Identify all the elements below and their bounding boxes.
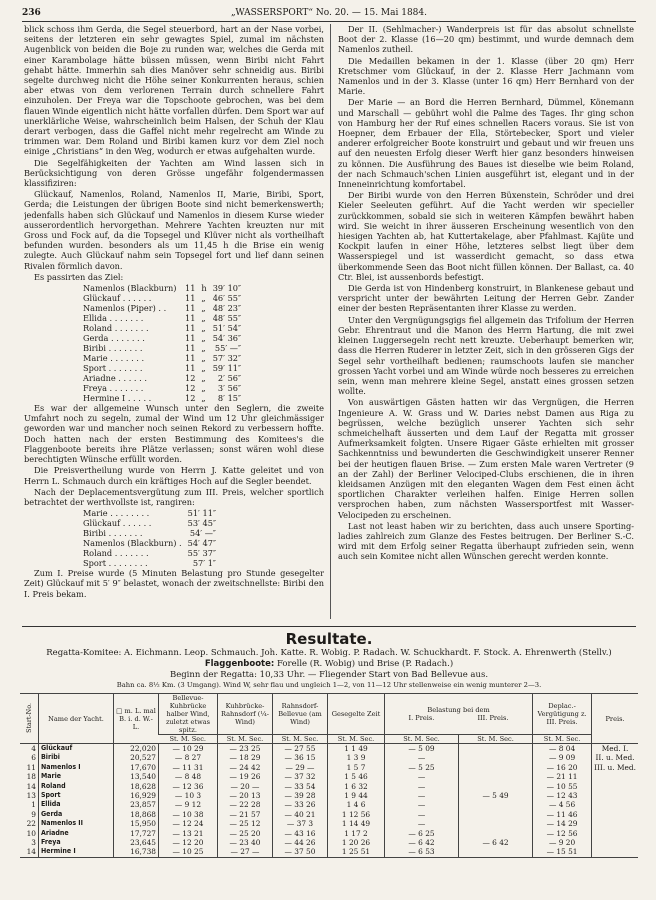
- leg3-time: — 43 16: [273, 829, 328, 838]
- leg1-time: — 11 31: [159, 763, 218, 772]
- leg2-time: — 25 12: [218, 819, 273, 828]
- finish-hour: 12: [185, 373, 196, 384]
- displacement-allowance: — 8 04: [533, 744, 592, 754]
- col-kuhbruecke: Kuhbrücke-Rahnsdorf (¼-Wind): [218, 694, 273, 735]
- yacht-name: Namenlos I: [39, 763, 114, 772]
- finish-hour: 11: [185, 283, 196, 294]
- finish-times-table: [80, 283, 244, 403]
- leg3-time: — 40 21: [273, 810, 328, 819]
- sub-header: St. M. Sec.: [533, 735, 592, 744]
- finish-hour: 11: [185, 323, 196, 334]
- penalty-prize1: — 6 53: [385, 847, 459, 857]
- prize: [592, 810, 638, 819]
- finish-hour: 11: [185, 313, 196, 324]
- start-number: 4: [31, 744, 36, 753]
- sub-header: St. M. Sec.: [385, 735, 459, 744]
- leg3-time: — 37 3: [273, 819, 328, 828]
- ranking-row: [80, 518, 219, 528]
- section-rule: [22, 626, 636, 627]
- penalty-prize3: [459, 829, 533, 838]
- sailed-time: 1 5 46: [328, 772, 385, 781]
- yacht-name: Sport: [39, 791, 114, 800]
- col-gesegelte: Gesegelte Zeit: [328, 694, 385, 735]
- area-qm: 20,527: [114, 753, 159, 762]
- paragraph: Die Gerda ist von Hindenberg konstruirt, in Blankenese gebaut und verspricht unter der bewährten Leitung der Herren Gebr. Zander einer der besten Repräsentanten ihrer Klasse zu werden.: [338, 283, 634, 314]
- displacement-allowance: — 12 56: [533, 829, 592, 838]
- leg1-time: — 10 3: [159, 791, 218, 800]
- paragraph: Glückauf, Namenlos, Roland, Namenlos II, Marie, Biribi, Sport, Gerda; die Leistungen der übrigen Boote sind nicht bemerkenswerth; jedenfalls haben sich Glückauf und Namenlos in diesem Kurse wieder ausserordentlich hervorgethan. Mehrere Yachten kreuzten nur mit Gross und Fock auf, da die Topsegel und Klüver nicht als vortheilhaft befunden wurden. besonders als um 11,45 h die Brise ein wenig zulegte. Auch Glückauf nahm sein Topsegel fort und lief dann seinen Rivalen förmlich davon.: [24, 189, 324, 271]
- table-row: [20, 838, 638, 847]
- flag-value: Forelle (R. Wobig) und Brise (P. Radach.): [276, 659, 454, 669]
- finish-row: [80, 373, 244, 383]
- penalty-prize1: —: [385, 819, 459, 828]
- ranking-table: [80, 508, 219, 568]
- yacht-name: Sport . . . . . . . .: [83, 558, 148, 569]
- sailed-time: 1 17 2: [328, 829, 385, 838]
- finish-hour: 11: [185, 333, 196, 344]
- paragraph: Von auswärtigen Gästen hatten wir das Vergnügen, die Herren Ingenieure A. W. Grass und W. Daries nebst Damen aus Riga zu begrüssen, welche bezüglich unserer Yachten sich sehr schmeichelhaft äusserten und dem Lauf der Regatta mit grosser Aufmerksamkeit folgten. Unsere Rigaer Gäste erhielten mit grosser Sachkenntniss und bewunderten die Geschwindigkeit unserer Renner bei der heutigen flauen Brise. — Zum ersten Male waren Vertreter (9 an der Zahl) der Berliner Velociped-Clubs erschienen, die in ihren kleidsamen Anzügen mit den eleganten Wagen dem Fest einen ächt sportlichen Charakter verleihen halfen. Einige Herren sollen versprochen haben, zum nächsten Wassersportfest mit Wasser-Velocipeden zu erscheinen.: [338, 397, 634, 520]
- start-number: 6: [31, 753, 36, 763]
- table-row: [20, 744, 638, 754]
- displacement-allowance: — 12 43: [533, 791, 592, 800]
- area-qm: 17,727: [114, 829, 159, 838]
- sailed-time: 1 9 44: [328, 791, 385, 800]
- sailed-time: 1 20 26: [328, 838, 385, 847]
- paragraph: Die Medaillen bekamen in der 1. Klasse (über 20 qm) Herr Kretschmer vom Glückauf, in der 2. Klasse Herr Jachmann vom Namenlos und in der 3. Klasse (unter 16 qm) Herr Bernhard von der Marie.: [338, 55, 634, 97]
- start-number: 14: [26, 781, 36, 791]
- sailed-time: 1 6 32: [328, 782, 385, 791]
- corrected-time: 51′ 11″: [187, 508, 216, 519]
- hour-unit: „: [201, 323, 206, 334]
- area-qm: 16,738: [114, 847, 159, 857]
- paragraph: Zum I. Preise wurde (5 Minuten Belastung pro Stunde gesegelter Zeit) Glückauf mit 5′ 9″ belastet, wonach der zweitschnellste: Biribi den I. Preis bekam.: [24, 568, 324, 599]
- ranking-row: [80, 558, 219, 568]
- area-qm: 15,950: [114, 819, 159, 828]
- paragraph: blick schoss ihm Gerda, die Segel steuerbord, hart an der Nase vorbei, seitens der letzteren ein sehr gewagtes Spiel, zumal im nächsten Augenblick von beiden die Boje zu runden war, welches die Gerda mit einer Karambolage hätte büssen müssen, wenn Biribi nicht Fahrt gehabt hätte. Immerhin sah dies Manöver sehr schneidig aus. Biribi segelte durchweg nicht die Höhe seiner Konkurrenten heraus, schien aber etwas von dem verlorenen Terrain durch schnellere Fahrt einzuholen. Der Freya war die Topschoote gebrochen, was bei dem flauen Winde eigentlich nicht hätte vorfallen dürfen. Dem Sport war auf unerklärliche Weise, wahrscheinlich beim Halsen, der Schuh der Klau derart verbogen, dass die Gaffel nicht mehr regelrecht am Winde zu trimmen war. Dem Roland und Biribi kamen kurz vor dem Ziel noch einige „Christians“ in den Weg, wodurch er etwas aufgehalten wurde.: [24, 24, 324, 157]
- penalty-prize1: —: [385, 791, 459, 800]
- yacht-name: Roland: [39, 782, 114, 791]
- area-qm: 13,540: [114, 772, 159, 781]
- yacht-name: Biribi: [39, 753, 114, 762]
- leg3-time: — 37 50: [273, 847, 328, 857]
- prize: Med. I.: [592, 744, 638, 754]
- yacht-name: Hermine I . . . . .: [83, 393, 152, 404]
- finish-min-sec: 55′ —″: [214, 343, 242, 354]
- finish-hour: 12: [185, 383, 196, 394]
- penalty-prize3: [459, 782, 533, 791]
- penalty-prize1: — 6 42: [385, 838, 459, 847]
- penalty-prize3: [459, 763, 533, 772]
- finish-row: [80, 303, 244, 313]
- col-rahnsdorf: Rahnsdorf-Bellevue (am Wind): [273, 694, 328, 735]
- start-number: 1: [31, 800, 36, 810]
- displacement-allowance: — 9 09: [533, 753, 592, 762]
- area-qm: 16,929: [114, 791, 159, 800]
- table-row: [20, 763, 638, 772]
- hour-unit: „: [201, 353, 206, 364]
- start-number: 10: [26, 828, 36, 838]
- penalty-prize3: — 6 42: [459, 838, 533, 847]
- col-preis1: I. Preis.: [408, 714, 435, 722]
- penalty-prize1: —: [385, 810, 459, 819]
- flag-boats-line: [20, 659, 638, 670]
- yacht-name: Ellida . . . . . . .: [83, 313, 144, 324]
- hour-unit: „: [201, 383, 206, 394]
- yacht-name: Namenlos (Blackburn) .: [83, 538, 182, 549]
- start-line: [20, 670, 638, 681]
- table-row: [20, 772, 638, 781]
- col-bellevue: Bellevue-Kuhbrücke halber Wind, zuletzt etwas spitz.: [159, 694, 218, 735]
- area-qm: 23,645: [114, 838, 159, 847]
- leg1-time: — 12 36: [159, 782, 218, 791]
- yacht-name: Marie: [39, 772, 114, 781]
- prize: [592, 772, 638, 781]
- hour-unit: „: [201, 373, 206, 384]
- paragraph: Der Biribi wurde von den Herren Büxenstein, Schröder und drei Kieler Seeleuten geführt. Auf die Yacht werden wir specieller zurückkommen, sobald sie sich in weiteren Kämpfen bewährt haben wird. Sie weicht in ihrer äusseren Erscheinung wesentlich von den hiesigen Yachten ab, hat Kuttertakelage, aber Pfahlmast. Kajüte und Kockpit laufen in einer Höhe, letzteres selbst liegt über dem Wasserspiegel und ist wasserdicht gemacht, so dass etwa überkommende Seen das Boot nicht füllen können. Der Ballast, ca. 40 Ctr. Blei, ist aussenbords befestigt.: [338, 190, 634, 282]
- yacht-name: Ellida: [39, 800, 114, 809]
- col-deplac: Deplac.-Vergütigung z. III. Preis.: [533, 694, 592, 735]
- leg1-time: — 12 24: [159, 819, 218, 828]
- yacht-name: Gerda . . . . . . .: [83, 333, 145, 344]
- hour-unit: „: [201, 293, 206, 304]
- yacht-name: Marie . . . . . . .: [83, 353, 145, 364]
- penalty-prize3: [459, 744, 533, 754]
- penalty-prize1: —: [385, 782, 459, 791]
- finish-hour: 11: [185, 363, 196, 374]
- flag-label: Flaggenboote:: [204, 659, 275, 669]
- yacht-name: Glückauf . . . . . .: [83, 518, 152, 529]
- area-qm: 17,670: [114, 763, 159, 772]
- yacht-name: Ariadne . . . . . .: [83, 373, 147, 384]
- leg1-time: — 8 48: [159, 772, 218, 781]
- yacht-name: Freya . . . . . . .: [83, 383, 144, 394]
- hour-unit: h: [201, 283, 207, 294]
- area-qm: 18,868: [114, 810, 159, 819]
- yacht-name: Biribi . . . . . . .: [83, 343, 143, 354]
- corrected-time: 54′ —″: [189, 528, 216, 539]
- leg2-time: — 20 —: [218, 782, 273, 791]
- hour-unit: „: [201, 333, 206, 344]
- displacement-allowance: — 10 55: [533, 782, 592, 791]
- penalty-prize3: [459, 800, 533, 809]
- penalty-prize1: —: [385, 772, 459, 781]
- prize: [592, 838, 638, 847]
- corrected-time: 57′ 1″: [192, 558, 216, 569]
- displacement-allowance: — 14 29: [533, 819, 592, 828]
- penalty-prize3: [459, 810, 533, 819]
- right-column: [338, 24, 634, 624]
- displacement-allowance: — 11 46: [533, 810, 592, 819]
- finish-min-sec: 59′ 11″: [212, 363, 242, 374]
- displacement-allowance: — 9 20: [533, 838, 592, 847]
- area-qm: 23,857: [114, 800, 159, 809]
- finish-min-sec: 3′ 56″: [217, 383, 242, 394]
- page-number: 236: [22, 8, 41, 18]
- penalty-prize1: —: [385, 753, 459, 762]
- finish-row: [80, 353, 244, 363]
- yacht-name: Roland . . . . . . .: [83, 548, 149, 559]
- table-row: [20, 810, 638, 819]
- finish-min-sec: 51′ 54″: [212, 323, 242, 334]
- leg3-time: — 37 32: [273, 772, 328, 781]
- penalty-prize3: [459, 753, 533, 762]
- sailed-time: 1 14 49: [328, 819, 385, 828]
- hour-unit: „: [201, 393, 206, 404]
- leg2-time: — 21 57: [218, 810, 273, 819]
- leg2-time: — 24 42: [218, 763, 273, 772]
- area-qm: 18,628: [114, 782, 159, 791]
- finish-row: [80, 393, 244, 403]
- displacement-allowance: — 15 51: [533, 847, 592, 857]
- start-label: Beginn der Regatta: 10,33 Uhr.: [169, 670, 306, 680]
- leg3-time: — 29 —: [273, 763, 328, 772]
- leg2-time: — 20 13: [218, 791, 273, 800]
- finish-row: [80, 333, 244, 343]
- sailed-time: 1 25 51: [328, 847, 385, 857]
- prize: III. u. Med.: [592, 763, 638, 772]
- leg2-time: — 23 25: [218, 744, 273, 754]
- col-preis3: III. Preis.: [477, 714, 509, 722]
- yacht-name: Gerda: [39, 810, 114, 819]
- table-row: [20, 782, 638, 791]
- leg3-time: — 27 55: [273, 744, 328, 754]
- leg1-time: — 9 12: [159, 800, 218, 809]
- paragraph: Nach der Deplacementsvergütung zum III. Preis, welcher sportlich betrachtet der werthvollste ist, rangiren:: [24, 486, 324, 507]
- col-startno: Start-No.: [20, 694, 39, 744]
- displacement-allowance: — 4 56: [533, 800, 592, 809]
- header-rule: [22, 21, 636, 22]
- prize: [592, 819, 638, 828]
- prize: [592, 847, 638, 857]
- start-value: — Fliegender Start von Bad Bellevue aus.: [307, 670, 489, 680]
- col-name: Name der Yacht.: [39, 694, 114, 744]
- sailed-time: 1 3 9: [328, 753, 385, 762]
- table-row: [20, 847, 638, 857]
- paragraph: Die Segelfähigkeiten der Yachten am Wind lassen sich in Berücksichtigung von deren Grösse ungefähr folgendermassen klassifiziren:: [24, 157, 324, 189]
- masthead: „WASSERSPORT“ No. 20. — 15. Mai 1884.: [231, 8, 427, 18]
- finish-hour: 11: [185, 343, 196, 354]
- yacht-name: Hermine I: [39, 847, 114, 857]
- yacht-name: Ariadne: [39, 829, 114, 838]
- passed-heading: Es passirten das Ziel:: [34, 271, 124, 282]
- col-belastung: Belastung bei dem I. Preis. III. Preis.: [385, 694, 533, 735]
- leg3-time: — 33 54: [273, 782, 328, 791]
- finish-row: [80, 363, 244, 373]
- finish-min-sec: 2′ 56″: [217, 373, 242, 384]
- leg3-time: — 44 26: [273, 838, 328, 847]
- start-number: 9: [31, 809, 36, 819]
- penalty-prize1: — 5 09: [385, 744, 459, 754]
- yacht-name: Marie . . . . . . . .: [83, 508, 150, 519]
- table-row: [20, 819, 638, 828]
- finish-min-sec: 39′ 10″: [212, 283, 242, 294]
- yacht-name: Glückauf . . . . . .: [83, 293, 152, 304]
- course-line: Bahn ca. 8½ Km. (3 Umgang). Wind W, sehr flau und ungleich 1—2, von 11—12 Uhr stellenweise ein wenig munterer 2—3.: [116, 681, 542, 689]
- paragraph: Es war der allgemeine Wunsch unter den Seglern, die zweite Umfahrt noch zu segeln, zumal der Wind um 12 Uhr gleichmässiger geworden war und mancher noch seinen Rekord zu verbessern hoffte. Doch hatten nach der ersten Bestimmung des Komitees's die Flaggenboote bereits ihre Plätze verlassen; sonst wären wohl diese berechtigten Wünsche erfüllt worden.: [24, 403, 324, 465]
- leg2-time: — 27 —: [218, 847, 273, 857]
- yacht-name: Namenlos II: [39, 819, 114, 828]
- yacht-name: Glückauf: [39, 744, 114, 754]
- leg2-time: — 19 26: [218, 772, 273, 781]
- leg2-time: — 25 20: [218, 829, 273, 838]
- finish-min-sec: 54′ 36″: [212, 333, 242, 344]
- start-number: 18: [26, 772, 36, 782]
- penalty-prize3: [459, 847, 533, 857]
- leg1-time: — 10 25: [159, 847, 218, 857]
- paragraph: Die Preisvertheilung wurde von Herrn J. Katte geleitet und von Herrn L. Schmauch durch ein kräftiges Hoch auf die Segler beendet.: [24, 465, 324, 486]
- finish-hour: 12: [185, 393, 196, 404]
- sub-header: St. M. Sec.: [218, 735, 273, 744]
- corrected-time: 53′ 45″: [187, 518, 216, 529]
- table-row: [20, 791, 638, 800]
- prize: [592, 800, 638, 809]
- page-header: [22, 6, 636, 20]
- finish-min-sec: 46′ 55″: [212, 293, 242, 304]
- hour-unit: „: [201, 313, 206, 324]
- finish-min-sec: 57′ 32″: [212, 353, 242, 364]
- penalty-prize1: — 6 25: [385, 829, 459, 838]
- start-number: 3: [31, 838, 36, 848]
- hour-unit: „: [201, 343, 206, 354]
- prize: [592, 829, 638, 838]
- displacement-allowance: — 21 11: [533, 772, 592, 781]
- committee-line: Regatta-Komitee: A. Eichmann. Leop. Schmauch. Joh. Katte. R. Wobig. P. Radach. W. Schuckhardt. F. Stock. A. Ehrenwerth (Stellv.): [46, 648, 612, 658]
- paragraph: Der II. (Sehlmacher-) Wanderpreis ist für das absolut schnellste Boot der 2. Klasse (16—20 qm) bestimmt, und wurde demnach dem Namenlos zutheil.: [338, 24, 634, 55]
- results-table: [20, 693, 638, 858]
- ranking-row: [80, 548, 219, 558]
- penalty-prize1: — 5 25: [385, 763, 459, 772]
- leg1-time: — 10 38: [159, 810, 218, 819]
- corrected-time: 54′ 47″: [187, 538, 216, 549]
- leg1-time: — 12 20: [159, 838, 218, 847]
- sailed-time: 1 1 49: [328, 744, 385, 754]
- yacht-name: Biribi . . . . . . .: [83, 528, 143, 539]
- yacht-name: Namenlos (Blackburn): [83, 283, 177, 294]
- yacht-name: Roland . . . . . . .: [83, 323, 149, 334]
- corrected-time: 55′ 37″: [187, 548, 216, 559]
- finish-row: [80, 343, 244, 353]
- sailed-time: 1 12 56: [328, 810, 385, 819]
- start-number: 11: [26, 762, 36, 772]
- yacht-name: Freya: [39, 838, 114, 847]
- hour-unit: „: [201, 303, 206, 314]
- prize: [592, 782, 638, 791]
- table-row: [20, 800, 638, 809]
- start-number: 13: [26, 791, 36, 801]
- leg1-time: — 8 27: [159, 753, 218, 762]
- leg3-time: — 33 26: [273, 800, 328, 809]
- paragraph: Last not least haben wir zu berichten, dass auch unsere Sporting-ladies zahlreich zum Glanze des Festes beitrugen. Der Berliner S.-C. wird mit dem Erfolg seiner Regatta überhaupt zufrieden sein, wenn auch sein Komitee nicht allen Wünschen gerecht werden konnte.: [338, 520, 634, 562]
- ranking-row: [80, 508, 219, 518]
- leg3-time: — 39 28: [273, 791, 328, 800]
- leg2-time: — 23 40: [218, 838, 273, 847]
- finish-min-sec: 48′ 55″: [212, 313, 242, 324]
- sub-header: St. M. Sec.: [459, 735, 533, 744]
- sub-header: St. M. Sec.: [273, 735, 328, 744]
- yacht-name: Sport . . . . . . .: [83, 363, 143, 374]
- leg2-time: — 18 29: [218, 753, 273, 762]
- finish-hour: 11: [185, 293, 196, 304]
- finish-row: [80, 383, 244, 393]
- finish-hour: 11: [185, 353, 196, 364]
- penalty-prize1: —: [385, 800, 459, 809]
- sub-header: St. M. Sec.: [159, 735, 218, 744]
- prize: [592, 791, 638, 800]
- ranking-row: [80, 538, 219, 548]
- finish-hour: 11: [185, 303, 196, 314]
- start-number: 14: [20, 847, 39, 857]
- left-column: [24, 24, 324, 624]
- area-qm: 22,020: [114, 744, 159, 754]
- finish-min-sec: 48′ 23″: [212, 303, 242, 314]
- sailed-time: 1 5 7: [328, 763, 385, 772]
- leg2-time: — 22 28: [218, 800, 273, 809]
- results-title: Resultate.: [285, 630, 373, 648]
- penalty-prize3: [459, 819, 533, 828]
- finish-row: [80, 293, 244, 303]
- penalty-prize3: [459, 772, 533, 781]
- col-qm: □ m. L. mal B. i. d. W.-L.: [114, 694, 159, 744]
- column-divider: [330, 24, 331, 619]
- table-row: [20, 829, 638, 838]
- results-section: [20, 630, 638, 858]
- sailed-time: 1 4 6: [328, 800, 385, 809]
- penalty-prize3: — 5 49: [459, 791, 533, 800]
- finish-min-sec: 8′ 15″: [217, 393, 242, 404]
- yacht-name: Namenlos (Piper) . .: [83, 303, 167, 314]
- paragraph: Unter den Vergnügungsgigs fiel allgemein das Trifolium der Herren Gebr. Ehrentraut und die Manon des Herrn Hartung, die mit zwei kleinen Luggersegeln recht nett kreuzte. Ueberhaupt bemerken wir, dass die Herren Ruderer in letzter Zeit, sich in den grösseren Gigs der Segel sehr vortheilhaft bedienen; raumschoots laufen sie mancher grossen Yacht vorbei und am Winde würde noch besseres zu erreichen sein, wenn man mehrere kleine Segel, anstatt eines grossen setzen wollte.: [338, 314, 634, 397]
- start-number: 22: [26, 819, 36, 829]
- col-preise: Preis.: [592, 694, 638, 744]
- sub-header: St. M. Sec.: [328, 735, 385, 744]
- paragraph: Der Marie — an Bord die Herren Bernhard, Dümmel, Könemann und Marschall — gebührt wohl die Palme des Tages. Ihr ging schon von Hamburg her der Ruf eines schnellen Racers voraus. Sie ist von Hoepner, dem Erbauer der Ella, Störtebecker, Sport und vieler anderer erfolgreicher Boote konstruirt und gebaut und wir freuen uns auf den neuesten Erfolg dieser Werft hier ganz besonders hinweisen zu können. Die Ausführung des Baues ist dieselbe wie beim Roland, der nach Schmauch'schen Linien ausgeführt ist, elegant und in der Inneneinrichtung komfortabel.: [338, 97, 634, 190]
- leg1-time: — 10 29: [159, 744, 218, 754]
- table-row: [20, 753, 638, 762]
- hour-unit: „: [201, 363, 206, 374]
- finish-row: [80, 283, 244, 293]
- prize: II. u. Med.: [592, 753, 638, 762]
- leg1-time: — 13 21: [159, 829, 218, 838]
- finish-row: [80, 313, 244, 323]
- ranking-row: [80, 528, 219, 538]
- finish-row: [80, 323, 244, 333]
- leg3-time: — 36 15: [273, 753, 328, 762]
- displacement-allowance: — 16 20: [533, 763, 592, 772]
